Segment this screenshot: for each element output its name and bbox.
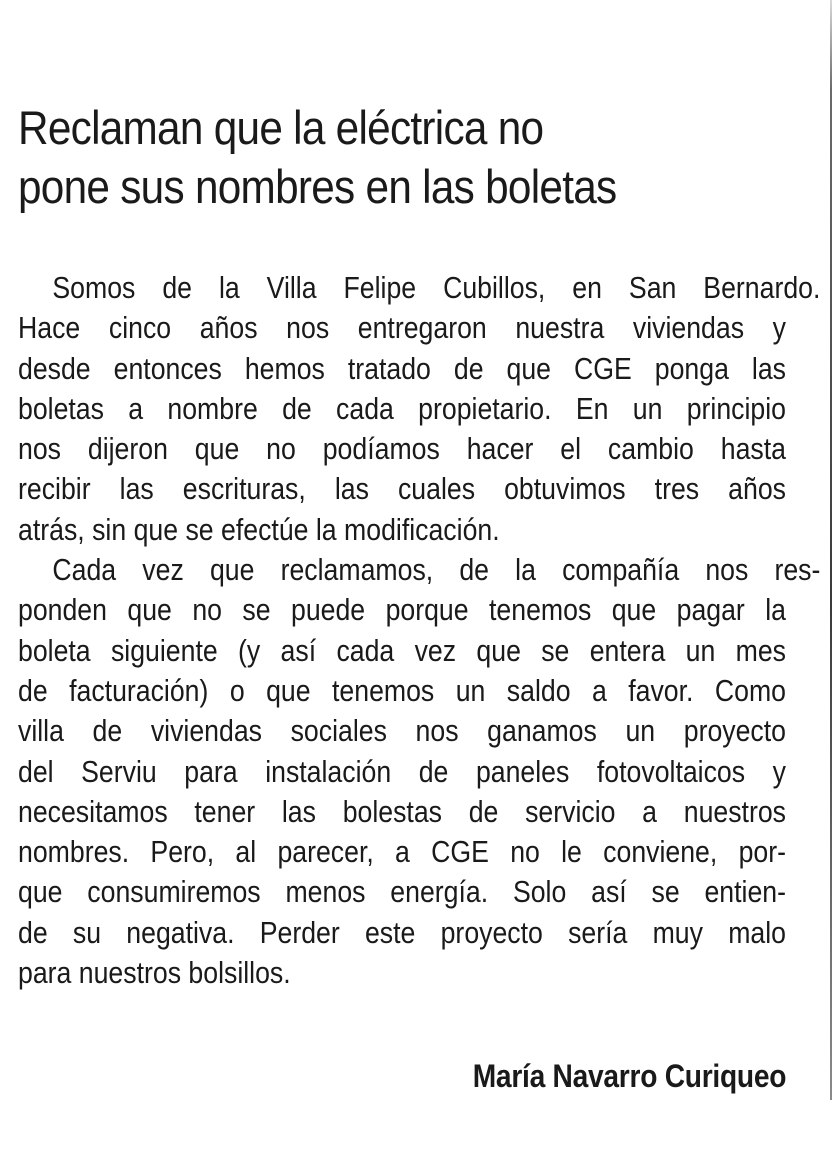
body-line: que consumiremos menos energía. Solo así se entien- [18,874,786,910]
page-edge-divider [830,0,832,1100]
headline-line-1: Reclaman que la eléctrica no [18,101,544,154]
body-line: nombres. Pero, al parecer, a CGE no le conviene, por- [18,834,786,870]
body-line: recibir las escrituras, las cuales obtuvimos tres años [18,471,786,507]
body-line: atrás, sin que se efectúe la modificación. [18,511,500,547]
body-line: boleta siguiente (y así cada vez que se entera un mes [18,632,786,668]
body-line: Cada vez que reclamamos, de la compañía nos res- [52,552,821,588]
body-line: nos dijeron que no podíamos hacer el cambio hasta [18,431,786,467]
headline [18,98,783,216]
body-line: villa de viviendas sociales nos ganamos un proyecto [18,713,786,749]
author-signature: María Navarro Curiqueo [472,1058,786,1094]
body-line: boletas a nombre de cada propietario. En un principio [18,390,786,426]
letter-article [18,98,821,1094]
body-line: Somos de la Villa Felipe Cubillos, en San Bernardo. [52,270,821,305]
body-line: de su negativa. Perder este proyecto sería muy malo [18,914,786,950]
body-line: necesitamos tener las bolestas de servicio a nuestros [18,793,786,829]
body-line: de facturación) o que tenemos un saldo a favor. Como [18,672,786,708]
headline-line-2: pone sus nombres en las boletas [18,160,617,213]
letter-body [18,268,821,1094]
body-line: del Serviu para instalación de paneles fotovoltaicos y [18,753,786,789]
body-line: ponden que no se puede porque tenemos que pagar la [18,592,786,628]
body-line: desde entonces hemos tratado de que CGE ponga las [18,350,786,386]
body-line: para nuestros bolsillos. [18,955,291,991]
body-line: Hace cinco años nos entregaron nuestra viviendas y [18,310,786,346]
